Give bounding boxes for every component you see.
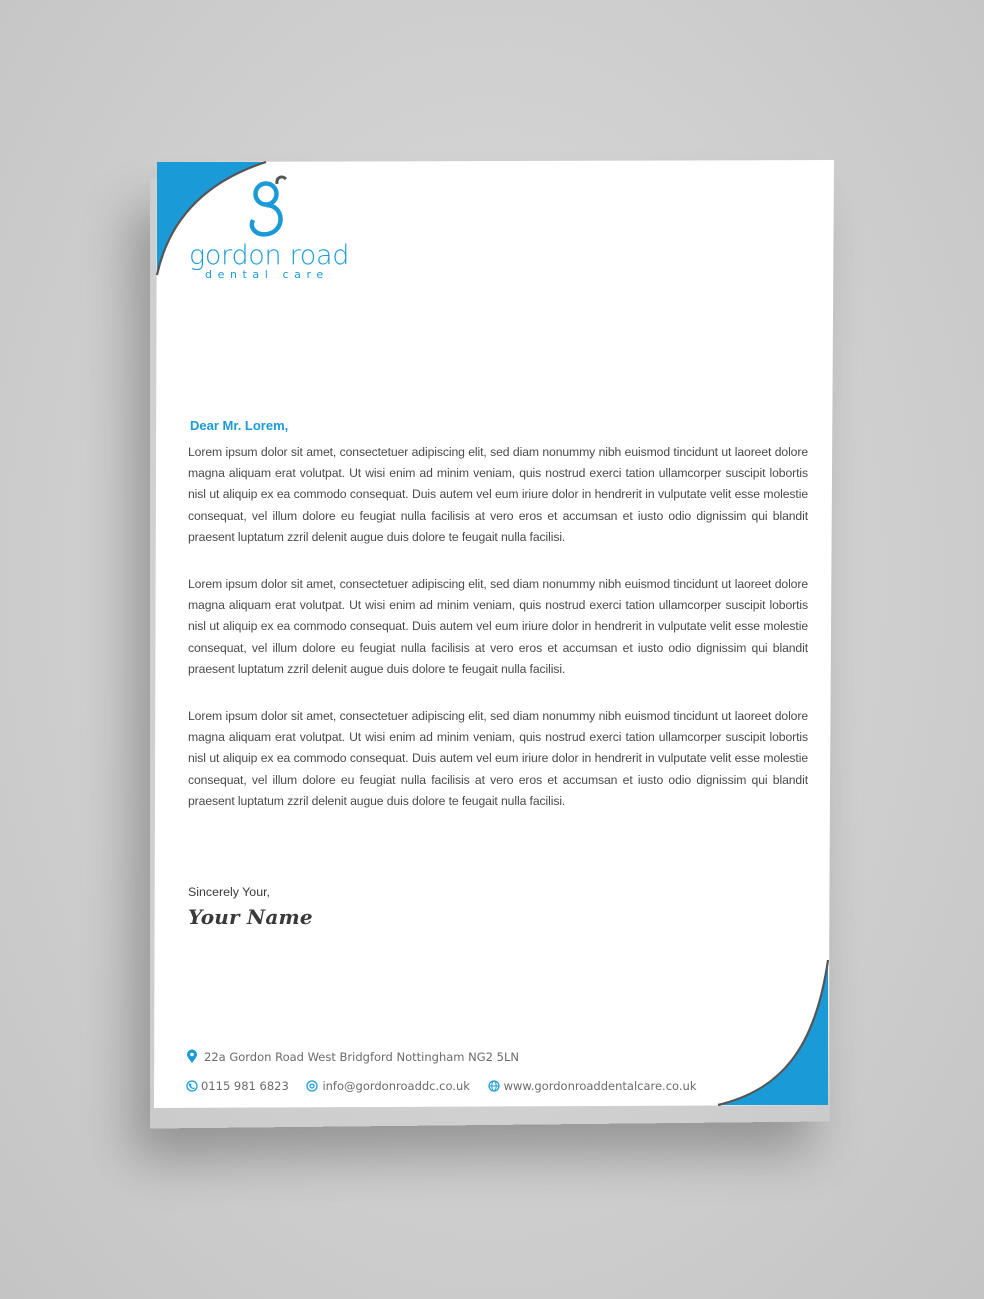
footer-website[interactable]: www.gordonroaddentalcare.co.uk [503, 1079, 697, 1093]
body-paragraph-2: Lorem ipsum dolor sit amet, consectetuer adipiscing elit, sed diam nonummy nibh euismod tincidunt ut laoreet dolore magna aliquam erat volutpat. Ut wisi enim ad minim veniam, quis nostrud exerci tation ullamcorper suscipit lobortis nisl ut aliquip ex ea commodo consequat. Duis autem vel eum iriure dolor in hendrerit in vulputate velit esse molestie consequat, vel illum dolore eu feugiat nulla facilisis at vero eros et accumsan et iusto odio dignissim qui blandit praesent luptatum zzril delenit augue duis dolore te feugait nulla facilisi. [188, 577, 808, 676]
brand-name: gordon road [189, 240, 350, 271]
brand-subtitle: dental care [205, 268, 329, 281]
footer-phone[interactable]: 0115 981 6823 [201, 1079, 289, 1093]
location-pin-icon [186, 1049, 198, 1064]
footer-contact-row [186, 1079, 696, 1095]
globe-icon [488, 1080, 500, 1092]
email-icon [306, 1080, 318, 1092]
footer-email[interactable]: info@gordonroaddc.co.uk [322, 1079, 470, 1093]
salutation: Dear Mr. Lorem, [190, 418, 289, 433]
footer-address-row [186, 1049, 519, 1067]
logo [186, 172, 356, 282]
footer-address: 22a Gordon Road West Bridgford Nottingham NG2 5LN [204, 1049, 519, 1064]
signature: Your Name [188, 905, 313, 929]
closing: Sincerely Your, [188, 885, 270, 899]
body-paragraph-1: Lorem ipsum dolor sit amet, consectetuer adipiscing elit, sed diam nonummy nibh euismod tincidunt ut laoreet dolore magna aliquam erat volutpat. Ut wisi enim ad minim veniam, quis nostrud exerci tation ullamcorper suscipit lobortis nisl ut aliquip ex ea commodo consequat. Duis autem vel eum iriure dolor in hendrerit in vulputate velit esse molestie consequat, vel illum dolore eu feugiat nulla facilisis at vero eros et accumsan et iusto odio dignissim qui blandit praesent luptatum zzril delenit augue duis dolore te feugait nulla facilisi. [188, 445, 808, 544]
phone-icon [186, 1080, 198, 1092]
body-paragraph-3: Lorem ipsum dolor sit amet, consectetuer adipiscing elit, sed diam nonummy nibh euismod tincidunt ut laoreet dolore magna aliquam erat volutpat. Ut wisi enim ad minim veniam, quis nostrud exerci tation ullamcorper suscipit lobortis nisl ut aliquip ex ea commodo consequat. Duis autem vel eum iriure dolor in hendrerit in vulputate velit esse molestie consequat, vel illum dolore eu feugiat nulla facilisis at vero eros et accumsan et iusto odio dignissim qui blandit praesent luptatum zzril delenit augue duis dolore te feugait nulla facilisi. [188, 709, 808, 808]
g-monogram-icon [246, 174, 306, 244]
